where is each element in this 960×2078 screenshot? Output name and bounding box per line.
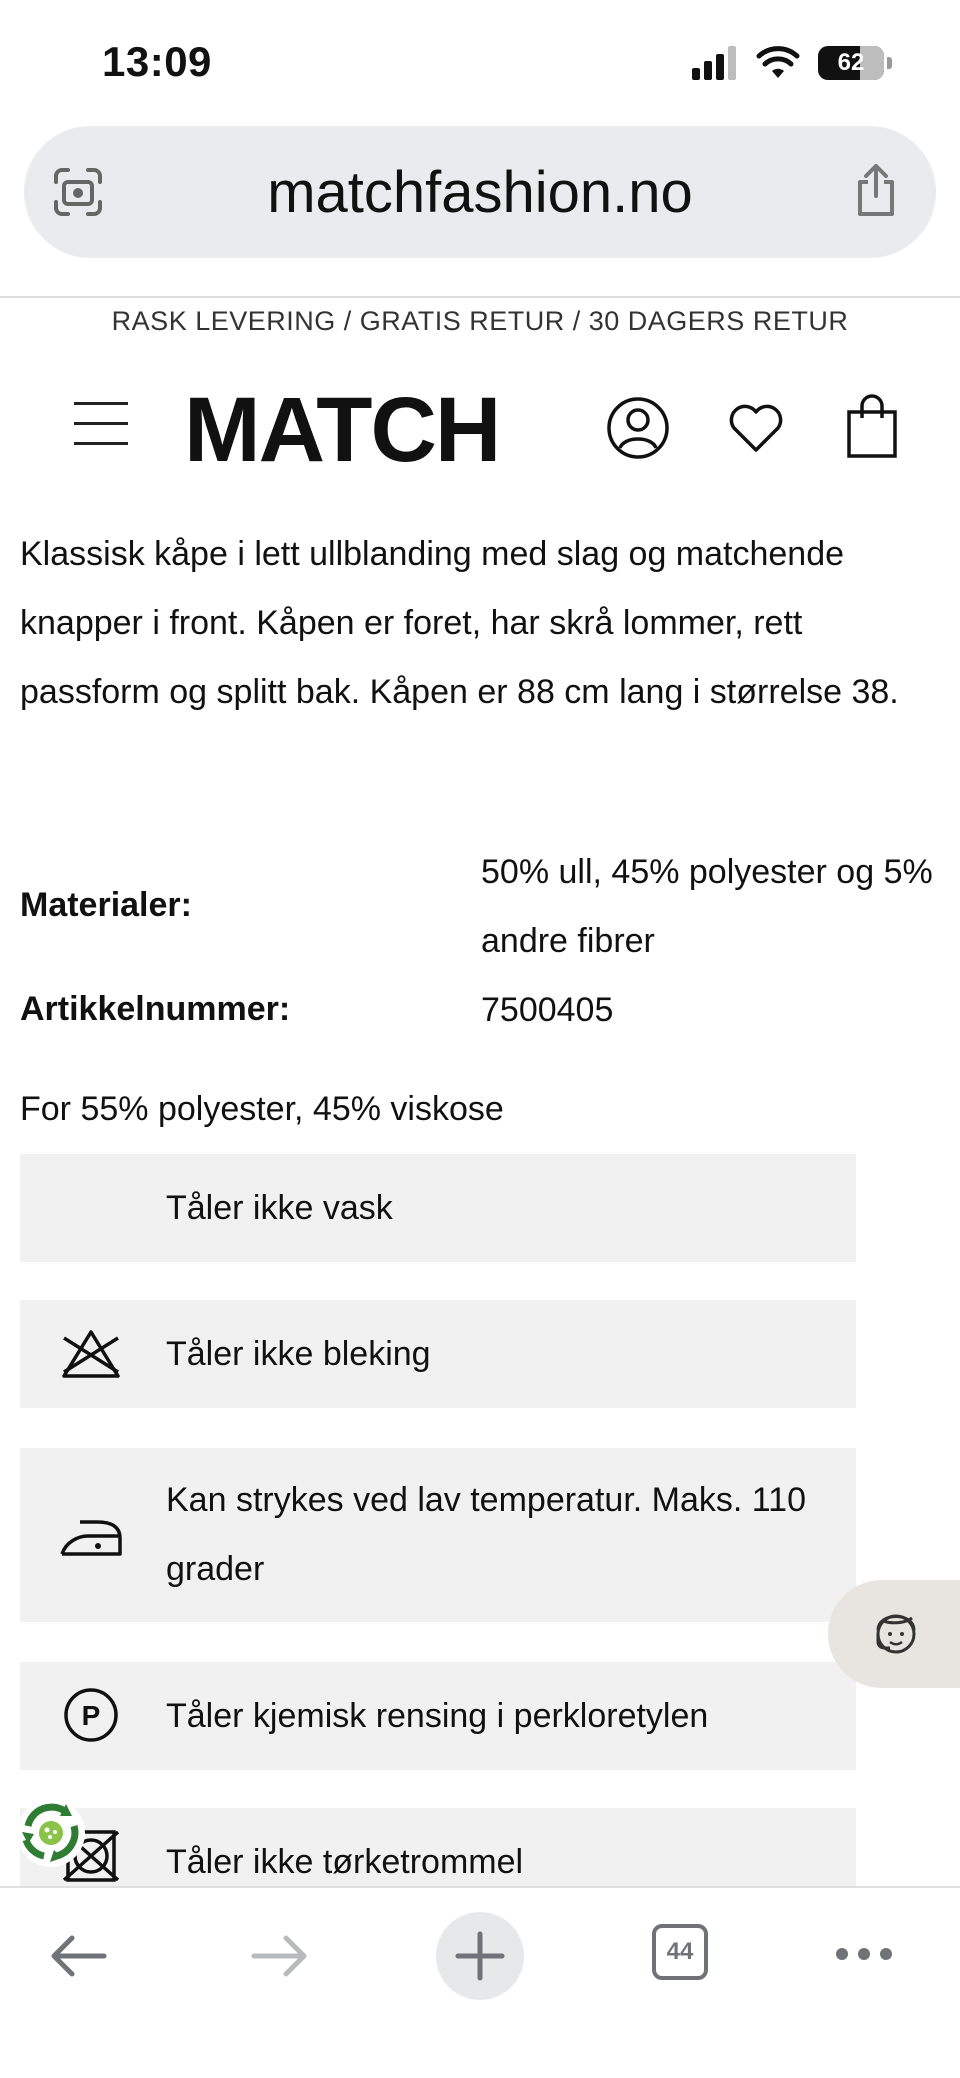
- battery-icon: [818, 46, 884, 80]
- more-options-icon[interactable]: [834, 1946, 894, 1962]
- url-text[interactable]: matchfashion.no: [267, 159, 693, 225]
- care-item: [20, 1154, 856, 1262]
- iron-low-icon: [58, 1508, 124, 1564]
- product-description: Klassisk kåpe i lett ullblanding med slag og matchende knapper i front. Kåpen er foret, har skrå lommer, rett passform og splitt bak. Kåpen er 88 cm lang i størrelse 38.: [20, 535, 899, 711]
- no-bleach-icon: [58, 1326, 124, 1382]
- svg-text:P: P: [81, 1700, 101, 1731]
- care-item-text: Kan strykes ved lav temperatur. Maks. 110 grader: [166, 1481, 806, 1588]
- customer-service-chat-button[interactable]: [828, 1580, 960, 1688]
- site-logo[interactable]: MATCH: [184, 379, 500, 481]
- care-item-text: Tåler kjemisk rensing i perkloretylen: [166, 1697, 709, 1735]
- hamburger-menu-icon[interactable]: [74, 402, 128, 450]
- article-number-label: Artikkelnummer:: [20, 990, 291, 1028]
- care-item: [20, 1448, 856, 1622]
- care-item: [20, 1662, 856, 1770]
- tab-switcher-button[interactable]: 44: [652, 1924, 708, 1980]
- status-icons: [692, 46, 892, 80]
- new-tab-button[interactable]: [436, 1912, 524, 2000]
- battery-level: 62: [837, 49, 865, 76]
- back-arrow-icon[interactable]: [48, 1934, 108, 1978]
- care-item-text: Tåler ikke tørketrommel: [166, 1843, 524, 1881]
- care-item-text: Tåler ikke bleking: [166, 1335, 431, 1373]
- recycle-badge-icon[interactable]: [14, 1796, 88, 1870]
- shopping-bag-icon[interactable]: [846, 394, 898, 458]
- promo-banner: RASK LEVERING / GRATIS RETUR / 30 DAGERS RETUR: [111, 306, 849, 336]
- divider: [0, 296, 960, 298]
- materials-value: 50% ull, 45% polyester og 5% andre fibrer: [481, 853, 933, 960]
- forward-arrow-icon[interactable]: [250, 1934, 310, 1978]
- share-icon[interactable]: [852, 162, 900, 218]
- browser-toolbar: [0, 1886, 960, 2078]
- dry-clean-p-icon: [62, 1686, 120, 1744]
- wifi-icon: [756, 46, 800, 80]
- article-number-value: 7500405: [481, 991, 614, 1029]
- cellular-signal-icon: [692, 46, 738, 80]
- support-agent-icon: [868, 1604, 924, 1664]
- care-item: [20, 1300, 856, 1408]
- plus-icon: [436, 1912, 524, 2000]
- status-time: 13:09: [102, 38, 212, 85]
- wishlist-heart-icon[interactable]: [728, 402, 784, 454]
- account-icon[interactable]: [606, 396, 670, 460]
- status-bar: [0, 0, 960, 120]
- materials-label: Materialer:: [20, 886, 192, 924]
- address-bar[interactable]: [24, 126, 936, 258]
- care-item-text: Tåler ikke vask: [166, 1189, 393, 1227]
- care-section-title: For 55% polyester, 45% viskose: [20, 1090, 504, 1128]
- site-header: [0, 380, 960, 480]
